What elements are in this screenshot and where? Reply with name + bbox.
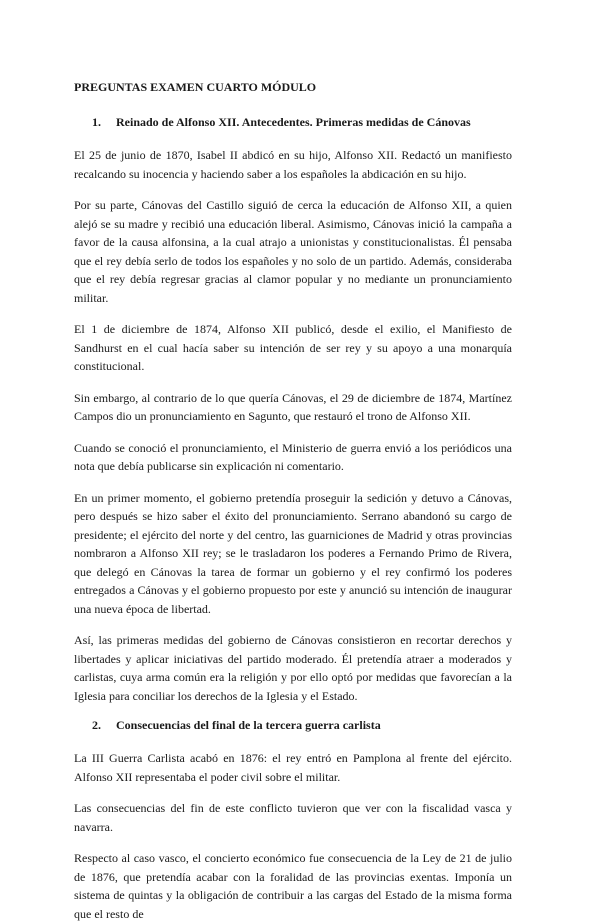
section-heading <box>92 718 512 733</box>
paragraph: En un primer momento, el gobierno pretendía proseguir la sedición y detuvo a Cánovas, pero después se hizo saber el éxito del pronunciamiento. Serrano abandonó su cargo de presidente; el ejército del norte y del centro, las guarniciones de Madrid y otras provincias nombraron a Alfonso XII rey; se le trasladaron los poderes a Fernando Primo de Rivera, que delegó en Cánovas la tarea de formar un gobierno y el rey confirmó los poderes entregados a Cánovas y el gobierno propuesto por este y anunció su intención de inaugurar una nueva época de libertad. <box>74 490 512 616</box>
paragraph: Las consecuencias del fin de este conflicto tuvieron que ver con la fiscalidad vasca y navarra. <box>74 801 512 834</box>
paragraph: Por su parte, Cánovas del Castillo siguió de cerca la educación de Alfonso XII, a quien alejó se su madre y recibió una educación liberal. Asimismo, Cánovas inició la campaña a favor de la causa alfonsina, a la cual atrajo a unionistas y constitucionalistas. Él pensaba que el rey debía serlo de todos los españoles y no solo de un partido. Además, consideraba que el rey debía regresar gracias al clamor popular y no mediante un pronunciamiento militar. <box>74 198 512 305</box>
paragraph: La III Guerra Carlista acabó en 1876: el rey entró en Pamplona al frente del ejército. Alfonso XII representaba el poder civil sobre el militar. <box>74 751 512 784</box>
paragraph: Sin embargo, al contrario de lo que quería Cánovas, el 29 de diciembre de 1874, Martínez Campos dio un pronunciamiento en Sagunto, que restauró el trono de Alfonso XII. <box>74 390 512 423</box>
section-title: Consecuencias del final de la tercera guerra carlista <box>116 718 381 732</box>
paragraph: Cuando se conoció el pronunciamiento, el Ministerio de guerra envió a los periódicos una nota que debía publicarse sin explicación ni comentario. <box>74 440 512 473</box>
document-title: PREGUNTAS EXAMEN CUARTO MÓDULO <box>74 80 317 94</box>
paragraph: El 1 de diciembre de 1874, Alfonso XII publicó, desde el exilio, el Manifiesto de Sandhurst en el cual hacía saber su intención de ser rey y su apoyo a una monarquía constitucional. <box>74 322 512 373</box>
paragraph: Respecto al caso vasco, el concierto económico fue consecuencia de la Ley de 21 de julio de 1876, que pretendía acabar con la foralidad de las provincias exentas. Imponía un sistema de quintas y la obligación de contribuir a las cargas del Estado de la misma forma que el resto de <box>74 851 512 921</box>
section-number: 1. <box>92 115 101 129</box>
section-title: Reinado de Alfonso XII. Antecedentes. Primeras medidas de Cánovas <box>116 115 471 129</box>
paragraph: Así, las primeras medidas del gobierno de Cánovas consistieron en recortar derechos y libertades y aplicar iniciativas del partido moderado. Él pretendía atraer a moderados y carlistas, cuya arma común era la religión y por ello optó por medidas que favorecían a la Iglesia para conciliar los derechos de la Iglesia y el Estado. <box>74 633 512 703</box>
paragraph: El 25 de junio de 1870, Isabel II abdicó en su hijo, Alfonso XII. Redactó un manifiesto recalcando su inocencia y haciendo saber a los españoles la abdicación en su hijo. <box>74 148 512 181</box>
section-number: 2. <box>92 718 101 732</box>
section-heading <box>92 115 512 130</box>
